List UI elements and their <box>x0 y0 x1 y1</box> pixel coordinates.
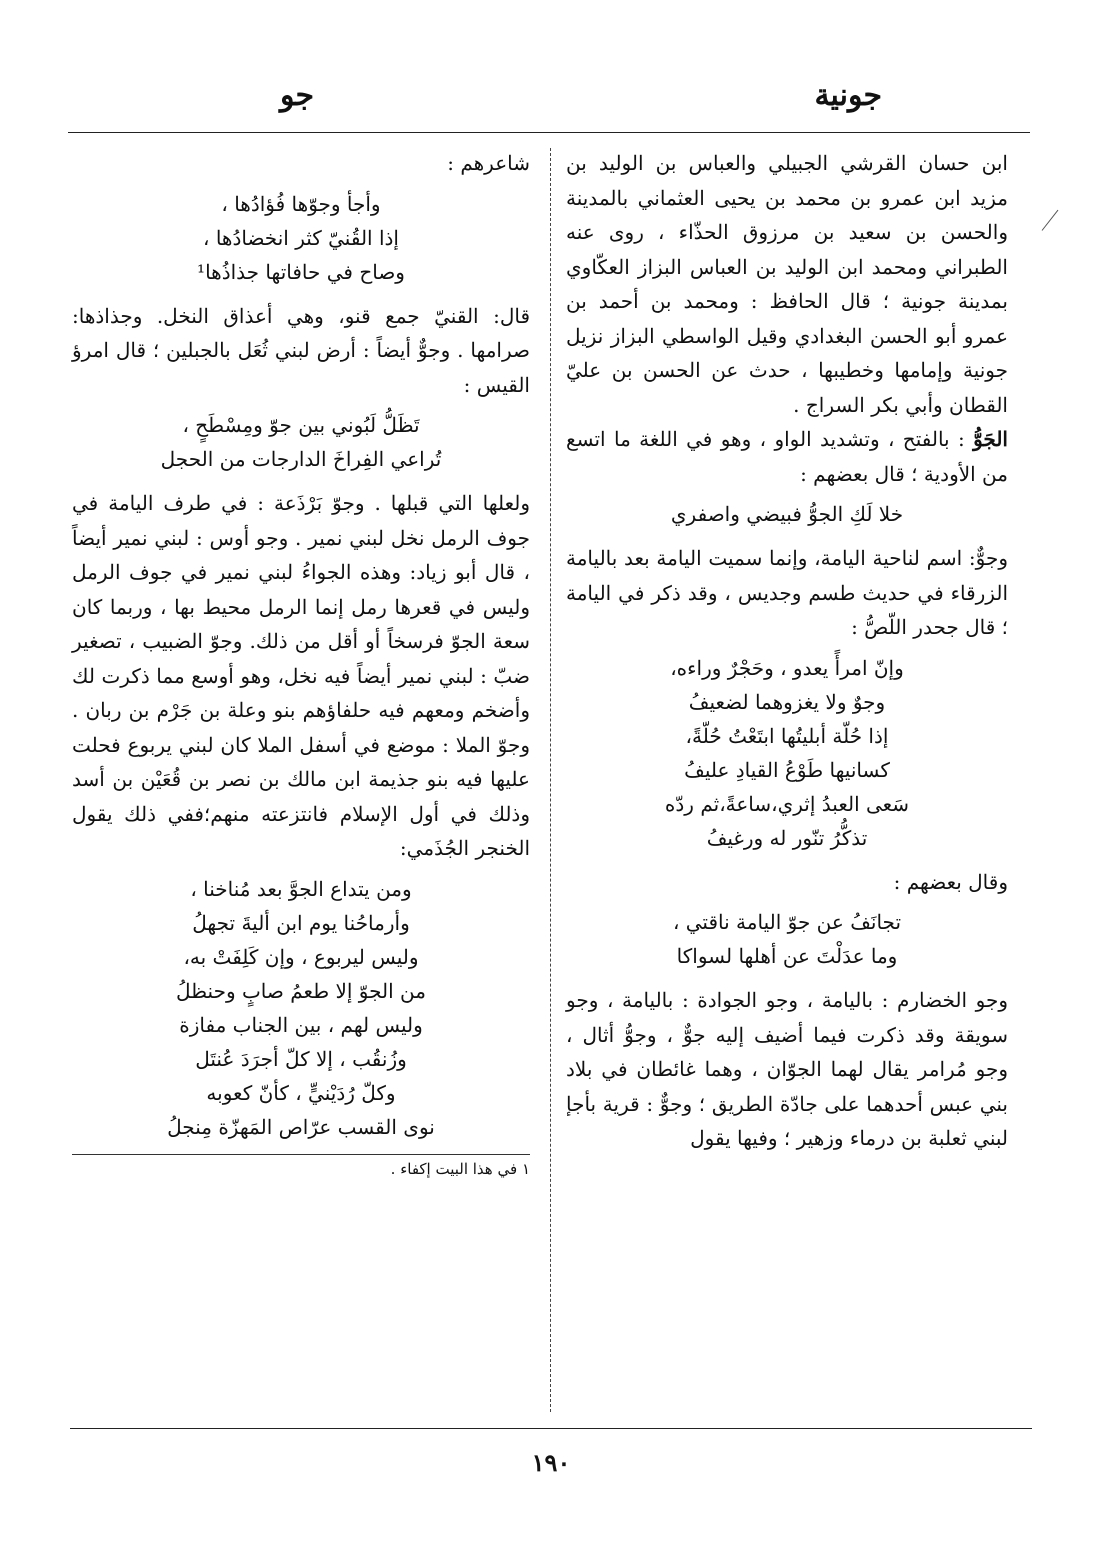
entry-paragraph <box>566 422 1008 491</box>
verse-line: إذا القُنيّ كثر انخضادُها ، <box>203 225 399 250</box>
verse-line: تذكُّرُ تنّور له ورغيفُ <box>706 825 868 850</box>
footer-rule <box>70 1428 1032 1429</box>
entry-definition: : بالفتح ، وتشديد الواو ، وهو في اللغة ما اتسع من الأودية ؛ قال بعضهم : <box>566 427 1008 486</box>
verse-line: تجانَفُ عن جوّ اليامة ناقتي ، <box>672 910 902 934</box>
column-divider <box>550 148 551 1412</box>
verse-line: إذا حُلّة أبليتُها ابتَعْتُ حُلّةً، <box>685 723 889 748</box>
running-head-right: جونية <box>814 78 882 113</box>
paragraph: قال: القنيّ جمع قنو، وهي أعذاق النخل. وجذاذها: صرامها . وجوٌّ أيضاً : أرض لبني ثُعَل بالجبلين ؛ قال امرؤ القيس : <box>72 303 530 397</box>
header-rule <box>68 132 1030 133</box>
verse-line: وأرماحُنا يوم ابن أليةَ تجهلُ <box>192 910 410 935</box>
verse-line: وزُنقُب ، إلا كلّ أجرَدَ عُنتَل <box>195 1046 407 1071</box>
verse-block <box>566 497 1008 531</box>
page-number: ١٩٠ <box>531 1448 571 1477</box>
verse-line: وصاح في حافاتها جذاذُها¹ <box>197 259 405 284</box>
verse-block <box>72 187 530 289</box>
paragraph: ولعلها التي قبلها . وجوّ بَرْذَعة : في طرف اليامة في جوف الرمل نخل لبني نمير . وجو أوس : لبني نمير أيضاً ، قال أبو زياد: وهذه الجواءُ لبني نمير في جوف الرمل وليس في قعرها رمل إنما الرمل محيط بها ، وربما كان سعة الجوّ فرسخاً أو أقل من ذلك. وجوّ الضبيب ، تصغير ضبّ : لبني نمير أيضاً فيه نخل، وهو أوسع مما ذكرت لك وأضخم ومعهم فيه حلفاؤهم بنو وعلة بن جَرْم بن ربان . وجوّ الملا : موضع في أسفل الملا كان لبني يربوع فحلت عليها فيه بنو جذيمة ابن مالك بن نصر بن قُعَيْن بن أسد وذلك في أول الإسلام فانتزعته منهم؛ففي ذلك يقول الخنجر الجُذَمي: <box>72 491 530 860</box>
verse-line: وكلّ رُدَيْنيٍّ ، كأنّ كعوبه <box>206 1080 396 1105</box>
paragraph: ابن حسان القرشي الجبيلي والعباس بن الوليد بن مزيد ابن عمرو بن محمد بن يحيى العثماني بالمدينة والحسن بن سعيد بن مرزوق الحذّاء ، روى عنه الطبراني ومحمد ابن الوليد بن العباس البزاز العكّاوي بمدينة جونية ؛ قال الحافظ : ومحمد بن أحمد بن عمرو أبو الحسن البغدادي وقيل الواسطي البزاز نزيل جونية وإمامها وخطيبها ، حدث عن الحسن بن عليّ القطان وأبي بكر السراج . <box>566 151 1008 417</box>
running-head-left: جو <box>280 78 315 113</box>
verse-line: تُراعي الفِراخَ الدارجات من الحجل <box>160 447 442 471</box>
verse-block <box>72 872 530 1144</box>
verse-line: وليس ليربوع ، وإن كَلِفَتْ به، <box>183 944 419 969</box>
verse-block <box>566 905 1008 973</box>
verse-line: ومن يتداع الجوَّ بعد مُناخنا ، <box>190 876 412 901</box>
verse-line: نوى القسب عرّاص المَهزّة مِنجلُ <box>167 1114 435 1139</box>
verse-line: وإنّ امرأً يعدو ، وحَجْرٌ وراءه، <box>670 655 904 680</box>
paragraph: وجو الخضارم : باليامة ، وجو الجوادة : باليامة ، وجو سويقة وقد ذكرت فيما أضيف إليه جوٌّ ، وجوُّ أثال ، وجو مُرامر يقال لهما الجوّان ، وهما غائطان في بلاد بني عبس أحدهما على جادّة الطريق ؛ وجوٌّ : قرية بأجإ لبني ثعلبة بن درماء وزهير ؛ وفيها يقول <box>566 988 1008 1150</box>
paragraph: وقال بعضهم : <box>893 869 1008 894</box>
verse-line: سَعى العبدُ إثري،ساعةً،ثم ردّه <box>664 791 910 816</box>
paragraph: شاعرهم : <box>447 151 530 175</box>
verse-line: وأجأ وجوّها فُؤادُها ، <box>221 191 381 216</box>
verse-line: وليس لهم ، بين الجناب مفازة <box>179 1012 423 1037</box>
footnote: ١ في هذا البيت إكفاء . <box>390 1159 530 1178</box>
paragraph: وجوٌّ: اسم لناحية اليامة، وإنما سميت اليامة بعد باليامة الزرقاء في حديث طسم وجديس ، وقد ذكر في اليامة ؛ قال جحدر اللّصُّ : <box>566 546 1008 639</box>
verse-line: وما عدَلْتَ عن أهلها لسواكا <box>676 944 898 968</box>
verse-line: تَظَلُّ لَبُوني بين جوّ ومِسْطَحٍ ، <box>182 413 420 437</box>
margin-mark <box>1042 210 1059 231</box>
entry-lemma: الجَوُّ <box>973 427 1008 451</box>
verse-block <box>72 408 530 476</box>
verse-line: خلا لَكِ الجوُّ فبيضي واصفري <box>670 502 904 526</box>
page-header <box>70 78 1032 128</box>
verse-line: وجوٌ ولا يغزوهما لضعيفُ <box>688 689 886 714</box>
left-column <box>72 146 530 1181</box>
footnote-rule <box>72 1154 530 1155</box>
verse-line: من الجوّ إلا طعمُ صابٍ وحنظلُ <box>176 978 426 1003</box>
verse-line: كسانيها طَوْعُ القيادِ عليفُ <box>684 757 890 782</box>
right-column <box>566 146 1008 1156</box>
verse-block <box>566 651 1008 855</box>
